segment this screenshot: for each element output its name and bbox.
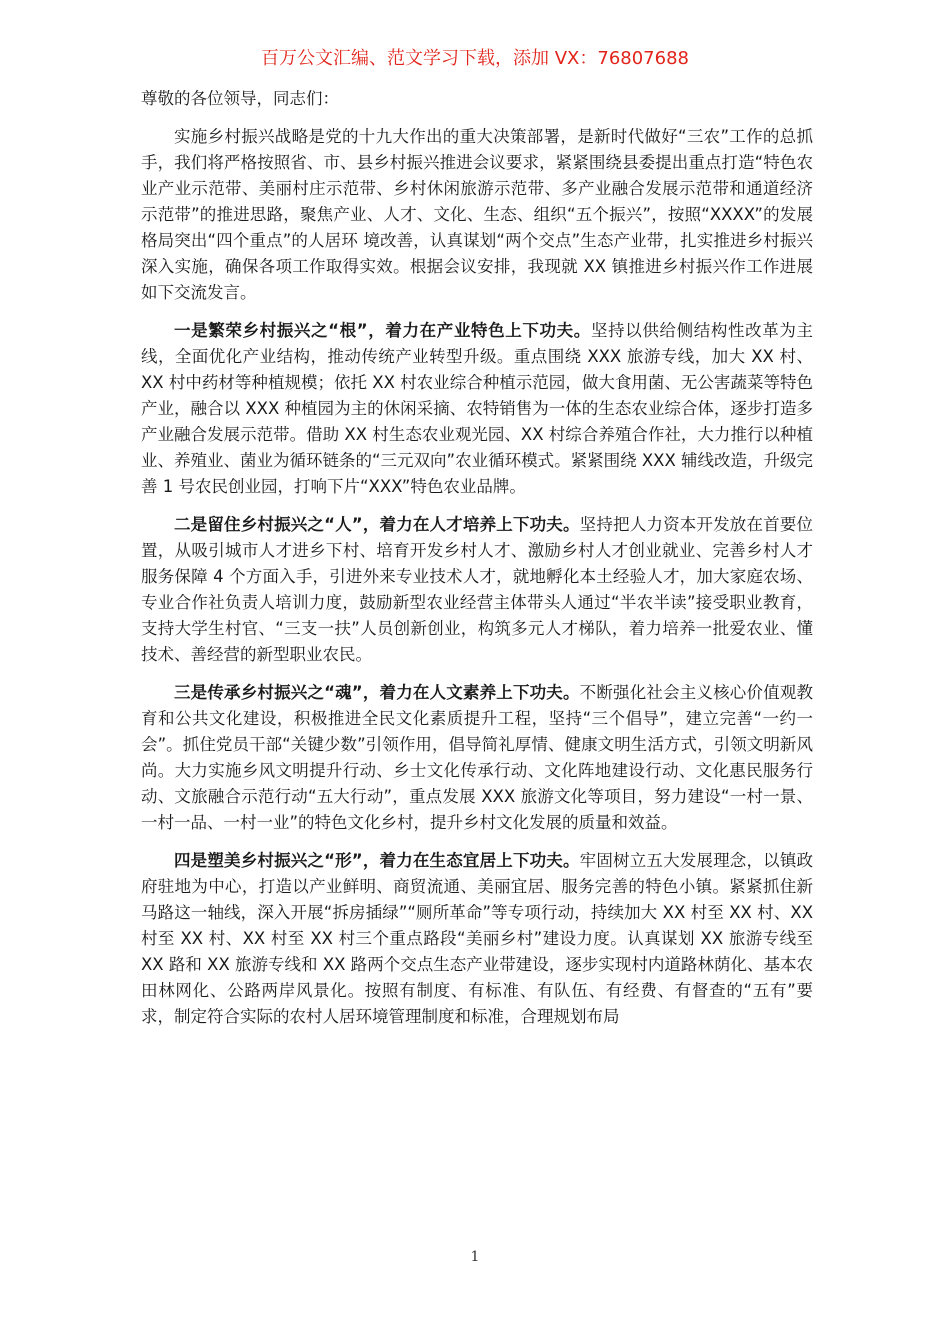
document-body <box>141 86 813 1042</box>
section-heading-2: 二是留住乡村振兴之“人”，着力在人才培养上下功夫。 <box>174 515 580 534</box>
header-banner: 百万公文汇编、范文学习下载，添加 VX：76807688 <box>261 48 689 69</box>
section-heading-1: 一是繁荣乡村振兴之“根”，着力在产业特色上下功夫。 <box>174 321 591 340</box>
section-heading-3: 三是传承乡村振兴之“魂”，着力在人文素养上下功夫。 <box>174 683 580 702</box>
salutation: 尊敬的各位领导，同志们： <box>141 89 339 108</box>
section-paragraph-1 <box>141 318 813 500</box>
section-body-1: 坚持以供给侧结构性改革为主线，全面优化产业结构，推动传统产业转型升级。重点围绕 XXX 旅游专线，加大 XX 村、XX 村中药材等种植规模；依托 XX 村农业综合种植示范园，做大食用菌、无公害蔬菜等特色产业，融合以 XXX 种植园为主的休闲采摘、农特销售为一体的生态农业综合体，逐步打造多产业融合发展示范带。借助 XX 村生态农业观光园、XX 村综合养殖合作社，大力推行以种植业、养殖业、菌业为循环链条的“三元双向”农业循环模式。紧紧围绕 XXX 辅线改造，升级完善 1 号农民创业园，打响下片“XXX”特色农业品牌。 <box>141 321 813 496</box>
section-paragraph-4 <box>141 848 813 1030</box>
section-heading-4: 四是塑美乡村振兴之“形”，着力在生态宜居上下功夫。 <box>174 851 580 870</box>
section-body-3: 不断强化社会主义核心价值观教育和公共文化建设，积极推进全民文化素质提升工程，坚持“三个倡导”，建立完善“一约一会”。抓住党员干部“关键少数”引领作用，倡导简礼厚情、健康文明生活方式，引领文明新风尚。大力实施乡风文明提升行动、乡士文化传承行动、文化阵地建设行动、文化惠民服务行动、文旅融合示范行动“五大行动”，重点发展 XXX 旅游文化等项目，努力建设“一村一景、一村一品、一村一业”的特色文化乡村，提升乡村文化发展的质量和效益。 <box>141 683 813 832</box>
section-body-2: 坚持把人力资本开发放在首要位置，从吸引城市人才进乡下村、培育开发乡村人才、激励乡村人才创业就业、完善乡村人才服务保障 4 个方面入手，引进外来专业技术人才，就地孵化本土经验人才，加大家庭农场、专业合作社负责人培训力度，鼓励新型农业经营主体带头人通过“半农半读”接受职业教育，支持大学生村官、“三支一扶”人员创新创业，构筑多元人才梯队，着力培养一批爱农业、懂技术、善经营的新型职业农民。 <box>141 515 813 664</box>
intro-paragraph: 实施乡村振兴战略是党的十九大作出的重大决策部署，是新时代做好“三农”工作的总抓手，我们将严格按照省、市、县乡村振兴推进会议要求，紧紧围绕县委提出重点打造“特色农业产业示范带、美丽村庄示范带、乡村休闲旅游示范带、多产业融合发展示范带和通道经济示范带”的推进思路，聚焦产业、人才、文化、生态、组织“五个振兴”，按照“XXXX”的发展格局突出“四个重点”的人居环 境改善，认真谋划“两个交点”生态产业带，扎实推进乡村振兴深入实施，确保各项工作取得实效。根据会议安排，我现就 XX 镇推进乡村振兴作工作进展如下交流发言。 <box>141 127 813 302</box>
page-number: 1 <box>470 1249 480 1265</box>
section-paragraph-3 <box>141 680 813 836</box>
section-body-4: 牢固树立五大发展理念，以镇政府驻地为中心，打造以产业鲜明、商贸流通、美丽宜居、服务完善的特色小镇。紧紧抓住新马路这一轴线，深入开展“拆房插绿”“厕所革命”等专项行动，持续加大 XX 村至 XX 村、XX 村至 XX 村、XX 村至 XX 村三个重点路段“美丽乡村”建设力度。认真谋划 XX 旅游专线至 XX 路和 XX 旅游专线和 XX 路两个交点生态产业带建设，逐步实现村内道路林荫化、基本农田林网化、公路两岸风景化。按照有制度、有标准、有队伍、有经费、有督查的“五有”要求，制定符合实际的农村人居环境管理制度和标准，合理规划布局 <box>141 851 813 1026</box>
section-paragraph-2 <box>141 512 813 668</box>
